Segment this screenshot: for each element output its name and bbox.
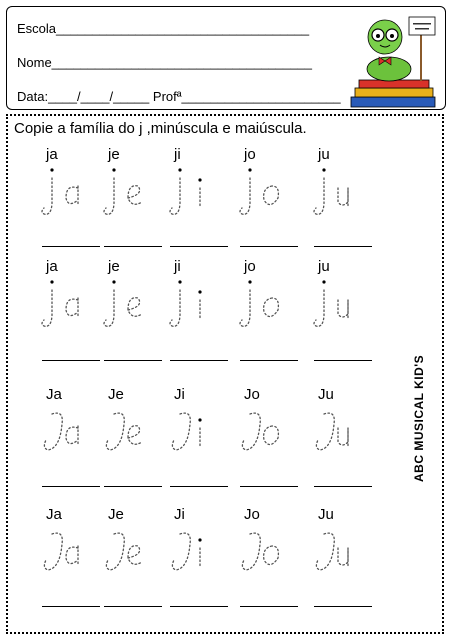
syllable-cell	[236, 506, 312, 606]
dotted-trace-icon	[38, 524, 94, 582]
syllable-cell	[310, 146, 386, 246]
writing-line[interactable]	[42, 486, 100, 487]
dotted-trace-icon	[166, 164, 222, 222]
syllable-label: jo	[244, 146, 256, 163]
dotted-trace-icon	[38, 276, 94, 334]
writing-line[interactable]	[170, 246, 228, 247]
writing-line[interactable]	[104, 246, 162, 247]
writing-line[interactable]	[240, 360, 298, 361]
writing-line[interactable]	[104, 606, 162, 607]
syllable-cell	[236, 258, 312, 358]
writing-line[interactable]	[104, 486, 162, 487]
syllable-label: Je	[108, 386, 124, 403]
date-teacher-field[interactable]: Data:____/____/_____ Profª______________________	[17, 89, 341, 104]
syllable-label: Ja	[46, 386, 62, 403]
dotted-trace-icon	[166, 276, 222, 334]
syllable-cell	[100, 386, 176, 486]
syllable-cell	[310, 386, 386, 486]
syllable-cell	[100, 506, 176, 606]
syllable-label: ja	[46, 146, 58, 163]
syllable-cell	[166, 506, 242, 606]
writing-line[interactable]	[240, 486, 298, 487]
dotted-trace-icon	[310, 276, 366, 334]
syllable-label: jo	[244, 258, 256, 275]
syllable-label: ji	[174, 146, 181, 163]
writing-line[interactable]	[170, 360, 228, 361]
dotted-trace-icon	[236, 164, 292, 222]
syllable-label: Ju	[318, 506, 334, 523]
side-brand-label: ABC MUSICAL KID'S	[412, 354, 426, 482]
dotted-trace-icon	[166, 404, 222, 462]
syllable-label: Ji	[174, 386, 185, 403]
syllable-cell	[236, 146, 312, 246]
syllable-cell	[166, 386, 242, 486]
writing-line[interactable]	[170, 606, 228, 607]
instruction-text: Copie a família do j ,minúscula e maiúscula.	[14, 120, 307, 137]
syllable-cell	[166, 258, 242, 358]
syllable-label: Ju	[318, 386, 334, 403]
dotted-trace-icon	[100, 276, 156, 334]
writing-line[interactable]	[170, 486, 228, 487]
dotted-trace-icon	[100, 404, 156, 462]
writing-line[interactable]	[314, 360, 372, 361]
dotted-trace-icon	[236, 524, 292, 582]
dotted-trace-icon	[38, 164, 94, 222]
dotted-trace-icon	[100, 524, 156, 582]
writing-line[interactable]	[240, 246, 298, 247]
syllable-label: Ji	[174, 506, 185, 523]
bookworm-mascot-icon	[347, 11, 439, 113]
syllable-label: Jo	[244, 506, 260, 523]
writing-line[interactable]	[240, 606, 298, 607]
writing-line[interactable]	[104, 360, 162, 361]
writing-line[interactable]	[314, 606, 372, 607]
syllable-label: Je	[108, 506, 124, 523]
syllable-label: ji	[174, 258, 181, 275]
syllable-label: ju	[318, 146, 330, 163]
writing-line[interactable]	[42, 360, 100, 361]
syllable-label: ja	[46, 258, 58, 275]
syllable-cell	[166, 146, 242, 246]
dotted-trace-icon	[38, 404, 94, 462]
syllable-cell	[310, 258, 386, 358]
dotted-trace-icon	[100, 164, 156, 222]
writing-line[interactable]	[42, 246, 100, 247]
dotted-trace-icon	[310, 164, 366, 222]
name-field[interactable]: Nome____________________________________	[17, 55, 312, 70]
syllable-label: Jo	[244, 386, 260, 403]
syllable-cell	[236, 386, 312, 486]
syllable-cell	[100, 258, 176, 358]
dotted-trace-icon	[166, 524, 222, 582]
syllable-label: ju	[318, 258, 330, 275]
header-box	[6, 6, 446, 110]
dotted-trace-icon	[310, 404, 366, 462]
dotted-trace-icon	[236, 276, 292, 334]
syllable-cell	[310, 506, 386, 606]
school-field[interactable]: Escola___________________________________	[17, 21, 310, 36]
syllable-cell	[100, 146, 176, 246]
syllable-label: je	[108, 146, 120, 163]
dotted-trace-icon	[310, 524, 366, 582]
writing-line[interactable]	[314, 486, 372, 487]
syllable-label: Ja	[46, 506, 62, 523]
writing-line[interactable]	[42, 606, 100, 607]
writing-line[interactable]	[314, 246, 372, 247]
dotted-trace-icon	[236, 404, 292, 462]
syllable-label: je	[108, 258, 120, 275]
